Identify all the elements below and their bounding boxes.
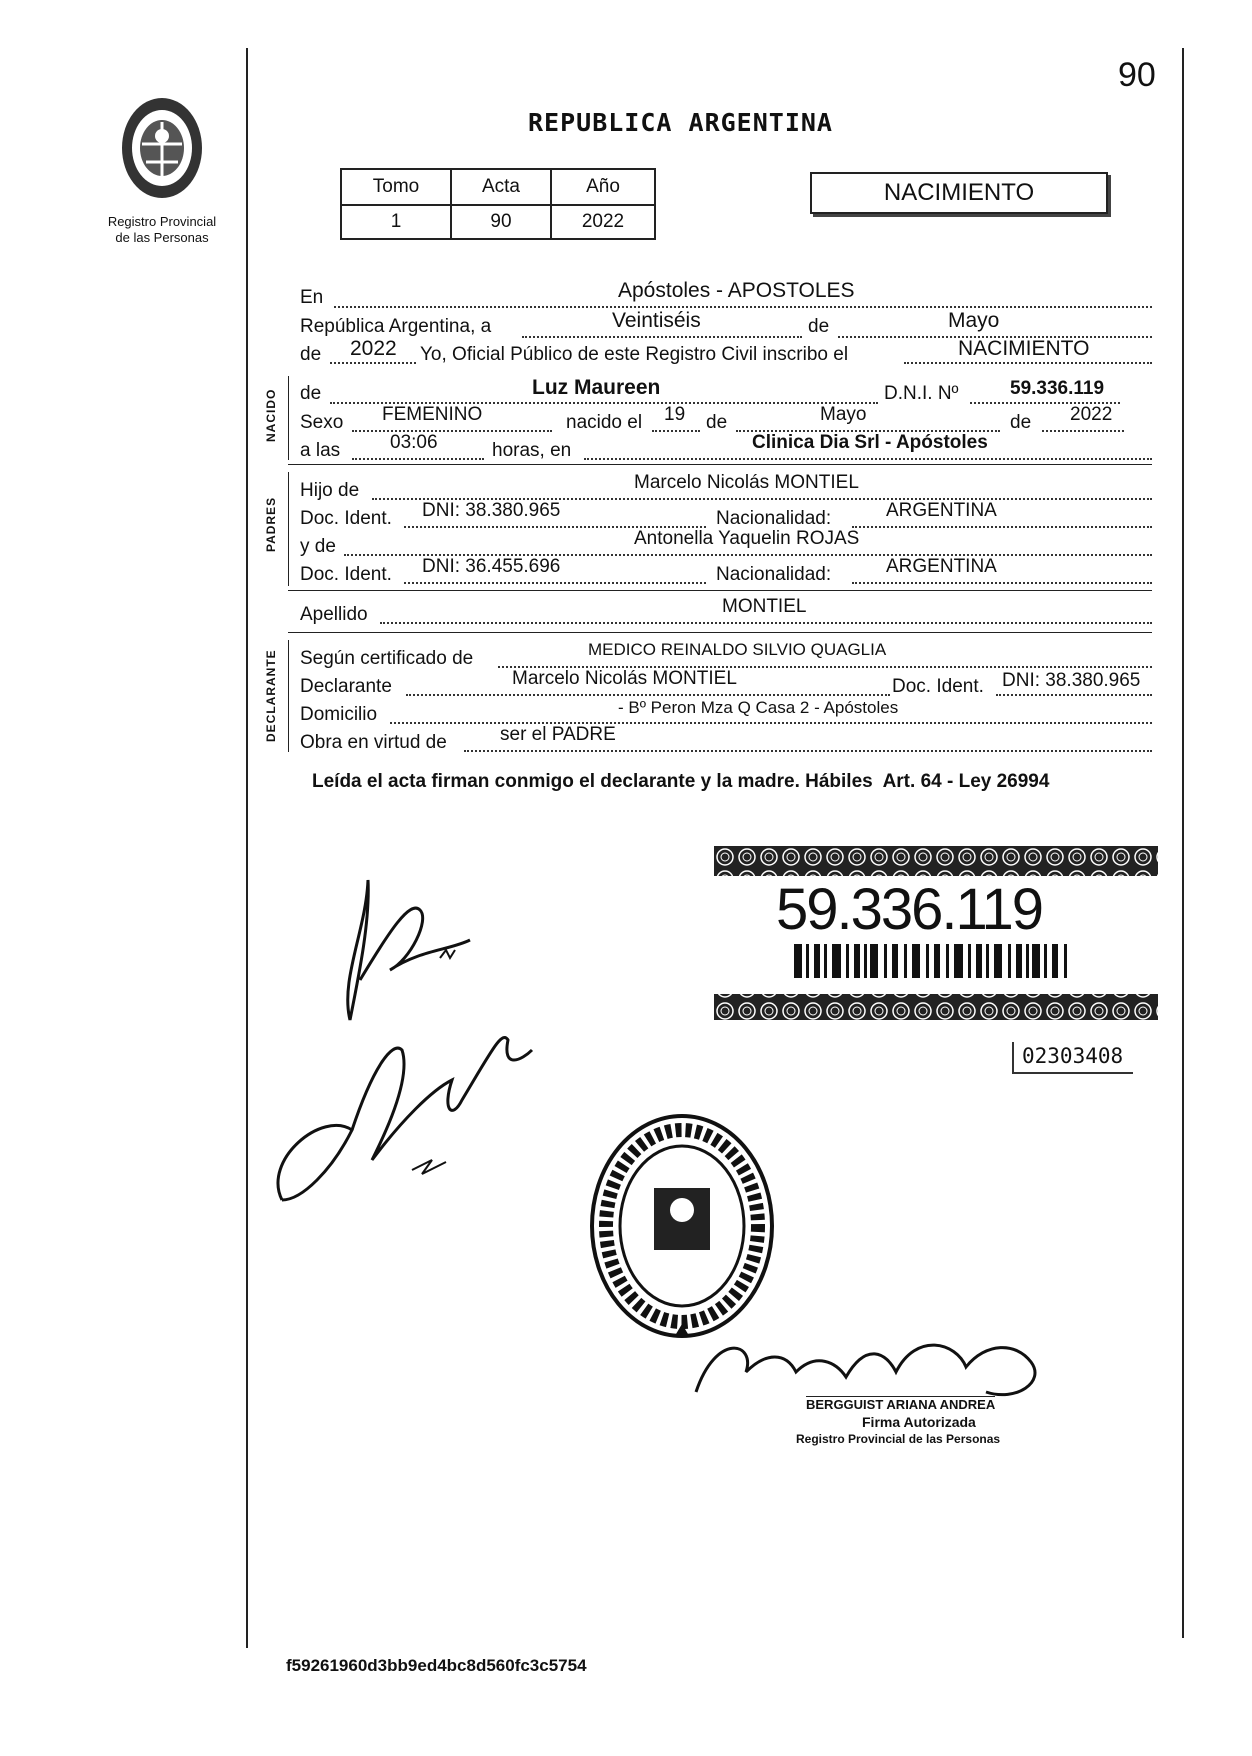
province-emblem [112,92,212,212]
registry-name-line2: de las Personas [115,230,209,245]
mother-signature [262,1010,552,1210]
sticker-serial: 02303408 [1012,1042,1133,1074]
birth-month: Mayo [820,404,867,425]
side-label-nacido: NACIDO [264,388,278,442]
left-margin-line [246,48,248,1648]
domicilio-value: - Bº Peron Mza Q Casa 2 - Apóstoles [618,698,899,717]
sexo-label: Sexo [300,412,344,433]
side-label-padres: PADRES [264,496,278,552]
table-header-ano: Año [551,169,655,205]
de-label: de [808,316,830,337]
mother-doc: DNI: 36.455.696 [422,556,561,577]
authority-title: Firma Autorizada [862,1414,976,1430]
authority-org: Registro Provincial de las Personas [796,1432,1001,1446]
father-doc-label: Doc. Ident. [300,508,392,529]
act-type-box [810,172,1108,214]
page-number: 90 [1118,56,1156,94]
closing-note: Leída el acta firman conmigo el declarante y la madre. Hábiles Art. 64 - Ley 26994 [312,771,1050,792]
father-nat: ARGENTINA [886,500,997,521]
id-sticker [714,846,1158,1022]
hijo-de-label: Hijo de [300,480,360,501]
birth-day: 19 [664,404,686,425]
birth-year: 2022 [1070,404,1113,425]
nacido-de-label: de [300,383,322,404]
obra-label: Obra en virtud de [300,732,447,753]
place-value: Apóstoles - APOSTOLES [618,279,855,302]
right-margin-line [1182,48,1184,1638]
side-label-declarante: DECLARANTE [264,649,278,742]
en-label: En [300,287,324,308]
declarante-label: Declarante [300,676,392,697]
domicilio-label: Domicilio [300,704,378,725]
table-header-tomo: Tomo [341,169,451,205]
table-value-ano: 2022 [551,205,655,239]
y-de-label: y de [300,536,336,557]
horas-label: horas, en [492,440,572,461]
apellido-value: MONTIEL [722,596,807,617]
apellido-label: Apellido [300,604,368,625]
table-value-tomo: 1 [341,205,451,239]
record-table [340,168,656,240]
birth-place: Clinica Dia Srl - Apóstoles [752,432,988,453]
child-name: Luz Maureen [532,376,661,399]
birth-time: 03:06 [390,432,438,453]
table-header-acta: Acta [451,169,551,205]
sexo-value: FEMENINO [382,404,483,425]
month-value: Mayo [948,309,1000,332]
obra-value: ser el PADRE [500,724,616,745]
table-value-acta: 90 [451,205,551,239]
event-value: NACIMIENTO [958,337,1090,360]
father-doc: DNI: 38.380.965 [422,500,561,521]
cert-label: Según certificado de [300,648,474,669]
act-type-label: NACIMIENTO [883,179,1035,206]
cert-value: MEDICO REINALDO SILVIO QUAGLIA [588,640,887,659]
nacido-el-label: nacido el [566,412,643,433]
republica-label: República Argentina, a [300,316,492,337]
declarante-doc-label: Doc. Ident. [892,676,984,697]
mother-nat: ARGENTINA [886,556,997,577]
declarante-doc: DNI: 38.380.965 [1002,670,1141,691]
father-name: Marcelo Nicolás MONTIEL [634,472,859,493]
birth-de2-label: de [1010,412,1032,433]
de2-label: de [300,344,322,365]
year-value: 2022 [350,337,397,360]
official-text: Yo, Oficial Público de este Registro Civil inscribo el [420,344,849,365]
country-title: REPUBLICA ARGENTINA [528,108,833,137]
registry-name-line1: Registro Provincial [107,214,217,229]
father-nat-label: Nacionalidad: [716,508,832,529]
official-seal [586,1110,778,1342]
sticker-id-number: 59.336.119 [776,877,1042,942]
day-value: Veintiséis [612,309,701,332]
declarante-value: Marcelo Nicolás MONTIEL [512,668,737,689]
mother-nat-label: Nacionalidad: [716,564,832,585]
child-dni: 59.336.119 [1010,378,1105,399]
a-las-label: a las [300,440,341,461]
dni-label: D.N.I. Nº [884,383,959,404]
mother-doc-label: Doc. Ident. [300,564,392,585]
birth-de-label: de [706,412,728,433]
mother-name: Antonella Yaquelin ROJAS [634,528,860,549]
document-hash: f59261960d3bb9ed4bc8d560fc3c5754 [286,1656,587,1675]
authority-name: BERGGUIST ARIANA ANDREA [806,1397,996,1412]
